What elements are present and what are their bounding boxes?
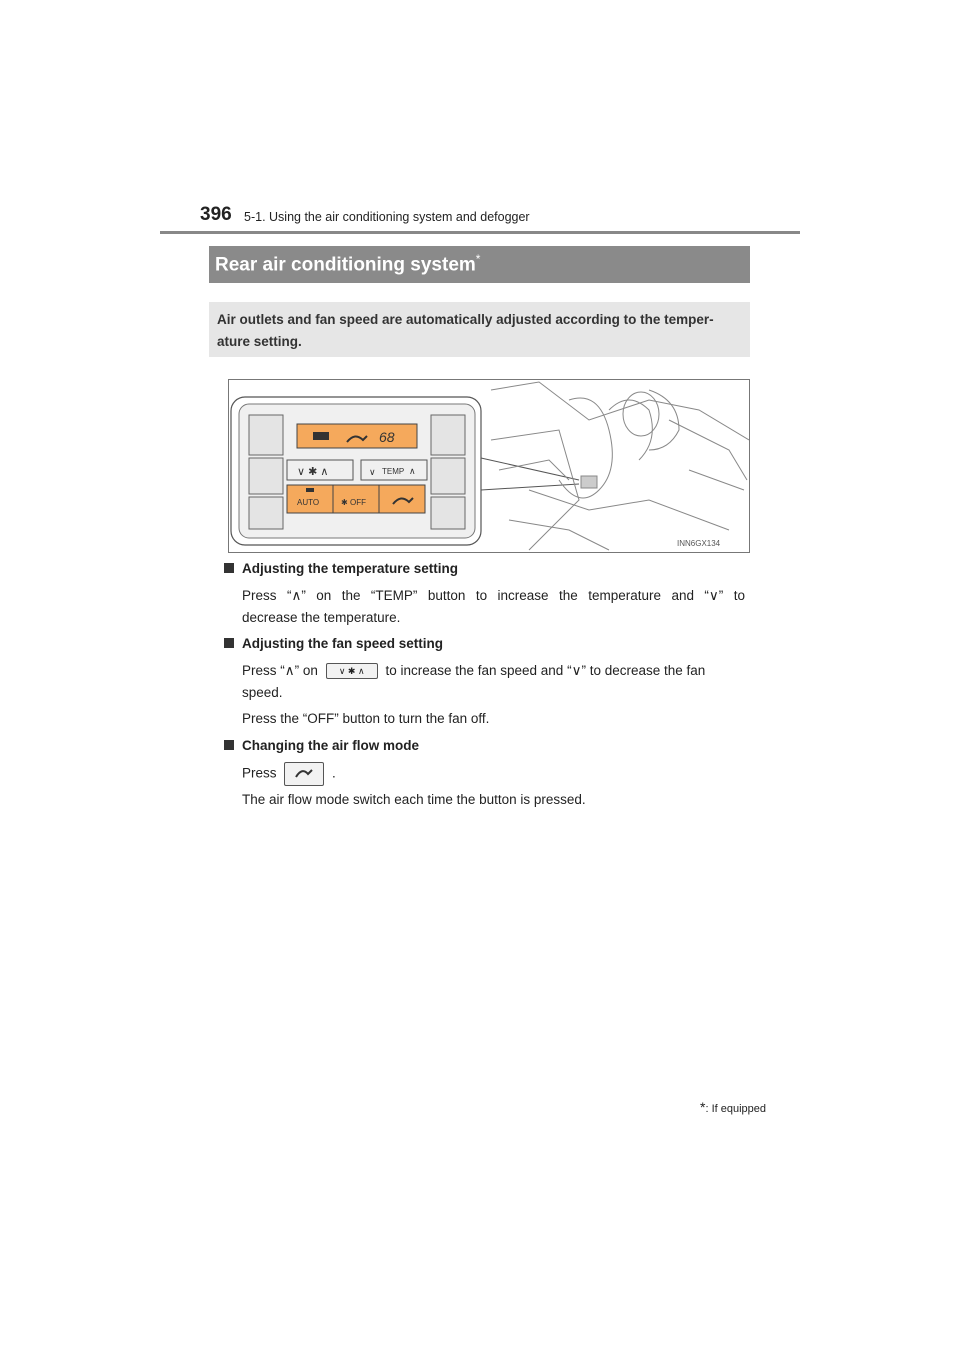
flow-text-line1: Press .	[242, 762, 336, 786]
control-panel-figure	[228, 379, 750, 553]
airflow-mode-icon	[284, 762, 324, 786]
fan-heading: Adjusting the fan speed setting	[224, 636, 443, 651]
temp-label: TEMP	[382, 467, 405, 476]
footnote: *: If equipped	[700, 1099, 767, 1115]
figure-code: INN6GX134	[677, 539, 721, 548]
svg-text:∧: ∧	[409, 466, 416, 476]
off-label: OFF	[350, 498, 366, 507]
bullet-square-icon	[224, 563, 234, 573]
header-rule	[160, 231, 800, 234]
display-temperature: 68	[379, 429, 395, 445]
svg-text:✱: ✱	[341, 498, 348, 507]
fan-text-line2: speed.	[242, 685, 283, 700]
fan-off-text: Press the “OFF” button to turn the fan off.	[242, 711, 490, 726]
svg-text:∨: ∨	[369, 467, 376, 477]
page-number: 396	[200, 204, 232, 225]
flow-text-line2: The air flow mode switch each time the button is pressed.	[242, 792, 586, 807]
temp-text-line1: Press “∧” on the “TEMP” button to increase the temperature and “∨” to	[242, 588, 745, 603]
fan-speed-button-icon: ∨ ✱ ∧	[326, 663, 378, 679]
title-bar	[209, 246, 750, 283]
temp-text-line2: decrease the temperature.	[242, 610, 401, 625]
flow-heading: Changing the air flow mode	[224, 738, 419, 753]
bullet-square-icon	[224, 740, 234, 750]
fan-text-line1: Press “∧” on ∨ ✱ ∧ to increase the fan speed and “∨” to decrease the fan	[242, 663, 706, 678]
intro-text: Air outlets and fan speed are automatically adjusted according to the temper-ature setting.	[217, 312, 714, 349]
svg-text:∨ ✱ ∧: ∨ ✱ ∧	[297, 466, 329, 478]
page-title: Rear air conditioning system*	[215, 252, 481, 276]
auto-label: AUTO	[297, 498, 320, 507]
title-asterisk: *	[475, 252, 481, 266]
intro-box	[209, 302, 750, 357]
section-header: 5-1. Using the air conditioning system and defogger	[244, 210, 530, 224]
temp-heading: Adjusting the temperature setting	[224, 561, 458, 576]
bullet-square-icon	[224, 638, 234, 648]
footnote-asterisk: *	[700, 1099, 706, 1115]
